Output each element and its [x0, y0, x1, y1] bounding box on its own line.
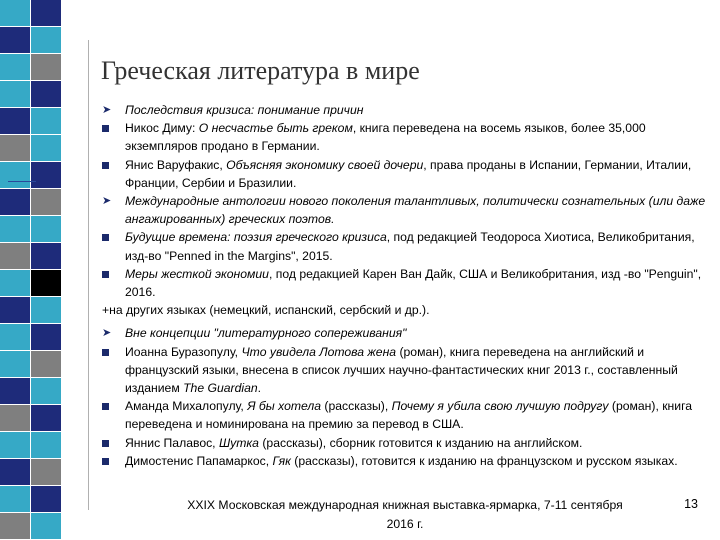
stripe-cell	[31, 54, 61, 80]
italic-text: Международные антологии нового поколения талантливых, политически сознательных (или даже ангажированных) греческих поэтов.	[125, 194, 706, 227]
stripe-cell	[31, 162, 61, 188]
stripe-cell	[31, 135, 61, 161]
text-run: (роман), книга переведена на английский и французский языки, внесена в список лучших научно-фантастических книг 2013 г., составленный изданием	[125, 344, 678, 396]
italic-text: Объясняя экономику своей дочери	[226, 157, 424, 172]
square-bullet-icon	[102, 343, 109, 363]
stripe-cell	[31, 432, 61, 458]
text-run: , права проданы в Испании, Германии, Италии, Франции, Сербии и Бразилии.	[125, 157, 692, 190]
stripe-cell	[31, 270, 61, 296]
stripe-cell	[31, 378, 61, 404]
stripe-cell	[0, 432, 30, 458]
stripe-cell	[0, 216, 30, 242]
bullet-list	[102, 101, 708, 470]
slide-title: Греческая литература в мире	[101, 56, 420, 85]
stripe-cell	[0, 162, 30, 188]
text-run: (рассказы),	[321, 399, 392, 414]
text-run: (рассказы), готовится к изданию на французском и русском языках.	[290, 453, 678, 468]
stripe-cell	[0, 81, 30, 107]
stripe-cell	[0, 324, 30, 350]
list-item-text	[125, 158, 691, 190]
list-item	[102, 452, 708, 470]
list-item	[102, 228, 708, 264]
stripe-cell	[0, 486, 30, 512]
footer-line-2: 2016 г.	[386, 517, 424, 531]
italic-text: Почему я убила свою лучшую подругу	[391, 399, 609, 414]
stripe-column-left	[0, 0, 30, 540]
stripe-cell	[0, 459, 30, 485]
list-item	[102, 101, 708, 119]
italic-text: О несчастье быть греком	[198, 121, 353, 136]
list-item-text	[125, 230, 695, 262]
stripe-cell	[31, 351, 61, 377]
stripe-cell	[31, 324, 61, 350]
text-run: Янис Варуфакис,	[125, 157, 227, 172]
stripe-cell	[0, 54, 30, 80]
italic-text: Вне концепции "литературного сопереживания"	[125, 326, 407, 341]
text-run: (роман), книга переведена и номинирована на премию за перевод в США.	[125, 399, 693, 432]
stripe-cell	[31, 513, 61, 539]
stripe-cell	[31, 81, 61, 107]
list-item	[102, 119, 708, 155]
square-bullet-icon	[102, 452, 109, 472]
list-item	[102, 156, 708, 192]
italic-text: Будущие времена: поэзия греческого кризиса	[125, 230, 387, 245]
list-item-text	[125, 194, 705, 226]
text-run: Иоанна Буразопулу,	[125, 344, 242, 359]
stripe-cell	[0, 513, 30, 539]
stripe-cell	[0, 378, 30, 404]
list-item-text	[125, 454, 678, 468]
square-bullet-icon	[102, 228, 109, 248]
italic-text: Гяк	[272, 453, 291, 468]
text-run: Никос Диму:	[125, 121, 199, 136]
stripe-cell	[0, 351, 30, 377]
list-item-text	[125, 399, 692, 431]
arrow-bullet-icon: ➤	[102, 104, 112, 116]
italic-text: Шутка	[218, 435, 259, 450]
list-item-text	[125, 121, 646, 153]
italic-text: The Guardian	[183, 381, 258, 396]
list-item-text	[125, 436, 582, 450]
stripe-cell	[0, 135, 30, 161]
stripe-cell	[0, 0, 30, 26]
square-bullet-icon	[102, 119, 109, 139]
text-run: .	[257, 381, 262, 396]
square-bullet-icon	[102, 434, 109, 454]
stripe-cell	[0, 108, 30, 134]
list-item	[102, 324, 708, 342]
list-item	[102, 343, 708, 398]
text-run: (рассказы), сборник готовится к изданию на английском.	[258, 435, 583, 450]
italic-text: Меры жесткой экономии	[125, 266, 269, 281]
list-item-text	[125, 345, 678, 395]
italic-text: Последствия кризиса: понимание причин	[125, 103, 364, 117]
stripe-cell	[31, 459, 61, 485]
list-item	[102, 265, 708, 301]
square-bullet-icon	[102, 265, 109, 285]
text-run: +на других языках (немецкий, испанский, сербский и др.).	[102, 303, 430, 318]
stripe-cell	[0, 189, 30, 215]
stripe-cell	[31, 0, 61, 26]
list-item	[102, 397, 708, 433]
footer	[102, 496, 708, 534]
stripe-cell	[31, 486, 61, 512]
text-run: Димостенис Папамаркос,	[125, 453, 273, 468]
list-item-text	[125, 103, 363, 117]
page-number: 13	[684, 497, 698, 511]
italic-text: Я бы хотела	[247, 399, 322, 414]
text-run: , под редакцией Теодороса Хиотиса, Великобритания, изд-во "Penned in the Margins", 2015.	[125, 230, 695, 263]
stripe-cell	[0, 297, 30, 323]
italic-text: Что увидела Лотова жена	[241, 344, 397, 359]
list-item	[102, 192, 708, 228]
stripe-cell	[31, 108, 61, 134]
square-bullet-icon	[102, 397, 109, 417]
text-run: , под редакцией Карен Ван Дайк, США и Великобритания, изд -во "Penguin", 2016.	[125, 266, 702, 300]
decorative-stripe	[0, 0, 61, 540]
stripe-cell	[0, 243, 30, 269]
list-item	[102, 434, 708, 452]
arrow-bullet-icon: ➤	[102, 195, 112, 208]
list-item-text	[102, 303, 429, 317]
text-run: Яннис Палавос,	[125, 435, 219, 450]
stripe-cell	[0, 405, 30, 431]
divider-line	[88, 40, 89, 510]
text-run: Аманда Михалопулу,	[125, 399, 248, 414]
square-bullet-icon	[102, 156, 109, 176]
accent-line	[8, 181, 36, 182]
list-item-text	[125, 326, 406, 340]
footer-line-1: XXIX Московская международная книжная выставка-ярмарка, 7-11 сентября	[187, 498, 623, 512]
list-item	[102, 301, 708, 319]
stripe-column-right	[31, 0, 61, 540]
stripe-cell	[0, 27, 30, 53]
text-run: , книга переведена на восемь языков, более 35,000 экземпляров продано в Германии.	[125, 121, 646, 154]
stripe-cell	[31, 27, 61, 53]
stripe-cell	[31, 297, 61, 323]
arrow-bullet-icon: ➤	[102, 327, 112, 340]
stripe-cell	[0, 270, 30, 296]
list-item-text	[125, 267, 701, 299]
stripe-cell	[31, 405, 61, 431]
stripe-cell	[31, 243, 61, 269]
stripe-cell	[31, 216, 61, 242]
stripe-cell	[31, 189, 61, 215]
